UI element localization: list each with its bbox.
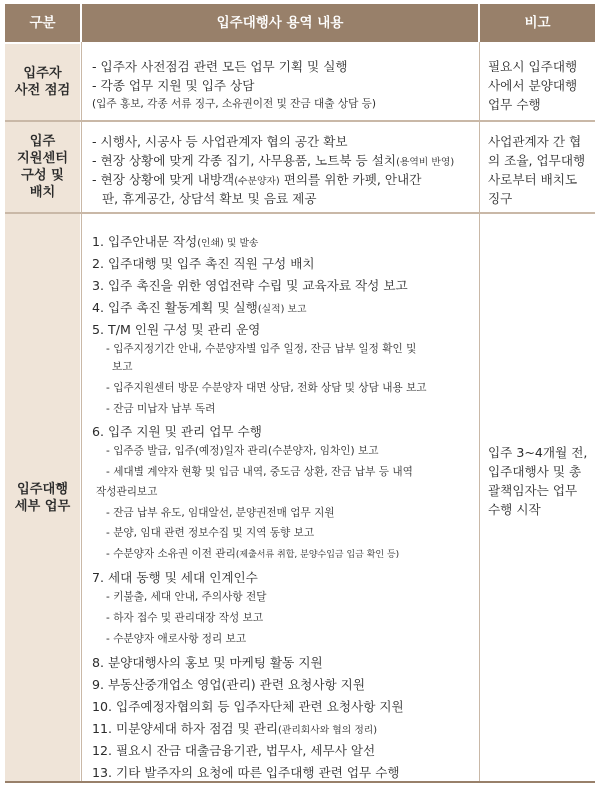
task-item: 12. 필요시 잔금 대출금융기관, 법무사, 세무사 알선: [92, 743, 376, 758]
header-remarks: 비고: [524, 15, 551, 31]
task-item: 1. 입주안내문 작성(인쇄) 및 발송: [92, 234, 259, 249]
content-line: - 각종 업무 지원 및 입주 상담: [92, 78, 255, 93]
category-line: 입주: [29, 134, 56, 149]
task-subitem: - 입주지정기간 안내, 수분양자별 입주 일정, 잔금 납부 일정 확인 및: [106, 343, 417, 355]
task-subitem: - 수분양자 소유권 이전 관리(제출서류 취합, 분양수입금 입금 확인 등): [106, 548, 400, 560]
task-item: 6. 입주 지원 및 관리 업무 수행: [92, 424, 262, 439]
category-support-center: [5, 122, 80, 212]
category-pre-inspection: [5, 44, 80, 120]
content-line: - 현장 상황에 맞게 내방객(수분양자) 편의를 위한 카펫, 안내간: [92, 172, 422, 187]
task-item: 9. 부동산중개업소 영업(관리) 관련 요청사항 지원: [92, 677, 366, 692]
note-line: 괄책임자는 업무: [488, 483, 578, 498]
note-line: 입주대행사 및 총: [488, 464, 582, 479]
task-item: 8. 분양대행사의 홍보 및 마케팅 활동 지원: [92, 655, 323, 670]
note-line: 필요시 입주대행: [488, 59, 578, 74]
task-subitem: - 수분양자 애로사항 정리 보고: [106, 633, 247, 645]
task-item: 5. T/M 인원 구성 및 관리 운영: [92, 322, 261, 337]
task-item: 2. 입주대행 및 입주 촉진 직원 구성 배치: [92, 256, 315, 271]
header-divider: [478, 4, 480, 42]
column-divider: [81, 42, 82, 781]
note-detailed-tasks: [480, 214, 595, 781]
note-support-center: [480, 122, 595, 212]
note-line: 사에서 분양대행: [488, 78, 578, 93]
task-item: 4. 입주 촉진 활동계획 및 실행(실적) 보고: [92, 300, 307, 315]
note-line: 입주 3~4개월 전,: [488, 445, 588, 460]
task-item: 13. 기타 발주자의 요청에 따른 입주대행 관련 업무 수행: [92, 765, 400, 780]
content-detailed-tasks: [82, 214, 478, 781]
task-subitem: - 분양, 임대 관련 정보수집 및 지역 동향 보고: [106, 527, 315, 539]
note-line: 사로부터 배치도: [488, 172, 578, 187]
content-line: - 입주자 사전점검 관련 모든 업무 기획 및 실행: [92, 59, 348, 74]
task-subitem: - 하자 접수 및 관리대장 작성 보고: [106, 612, 264, 624]
category-line: 배치: [29, 185, 56, 200]
column-divider: [479, 42, 480, 781]
task-item: 7. 세대 동행 및 세대 인계인수: [92, 570, 258, 585]
task-subitem: - 입주지원센터 방문 수분양자 대면 상담, 전화 상담 및 상담 내용 보고: [106, 382, 427, 394]
category-line: 입주대행: [17, 481, 68, 497]
task-subitem: - 세대별 계약자 현황 및 입금 내역, 중도금 상환, 잔금 납부 등 내역: [106, 466, 413, 478]
category-line: 입주자: [23, 66, 62, 81]
content-line: (입주 홍보, 각종 서류 징구, 소유권이전 및 잔금 대출 상담 등): [92, 98, 377, 110]
task-item: 10. 입주예정자협의회 등 입주자단체 관련 요청사항 지원: [92, 699, 404, 714]
header-divider: [80, 4, 82, 42]
header-category: 구분: [29, 15, 56, 31]
note-line: 수행 시작: [488, 502, 541, 517]
category-line: 세부 업무: [14, 498, 71, 514]
service-table: [5, 4, 595, 783]
task-subitem: - 키불출, 세대 안내, 주의사항 전달: [106, 591, 267, 603]
task-item: 3. 입주 촉진을 위한 영업전략 수립 및 교육자료 작성 보고: [92, 278, 408, 293]
content-pre-inspection: [82, 44, 478, 120]
note-line: 의 조율, 업무대행: [488, 153, 586, 168]
content-line: - 현장 상황에 맞게 각종 집기, 사무용품, 노트북 등 설치(용역비 반영): [92, 153, 455, 168]
table-header: [5, 4, 595, 42]
content-line: 판, 휴게공간, 상담석 확보 및 음료 제공: [102, 191, 317, 206]
content-support-center: [82, 122, 478, 212]
task-subitem: - 입주증 발급, 입주(예정)일자 관리(수분양자, 임차인) 보고: [106, 445, 379, 457]
note-line: 업무 수행: [488, 97, 541, 112]
content-line: - 시행사, 시공사 등 사업관계자 협의 공간 확보: [92, 134, 348, 149]
note-line: 징구: [488, 191, 513, 206]
task-subitem: - 잔금 미납자 납부 독려: [106, 403, 216, 415]
task-item: 11. 미분양세대 하자 점검 및 관리(관리회사와 협의 정리): [92, 721, 378, 736]
category-line: 사전 점검: [14, 83, 71, 98]
note-line: 사업관계자 간 협: [488, 134, 582, 149]
task-subitem: - 잔금 납부 유도, 임대알선, 분양권전매 업무 지원: [106, 507, 335, 519]
task-subitem: 작성관리보고: [96, 486, 158, 498]
task-subitem: 보고: [112, 361, 133, 373]
category-line: 구성 및: [21, 168, 64, 183]
header-service-content: 입주대행사 용역 내용: [216, 15, 344, 31]
category-line: 지원센터: [17, 151, 68, 166]
category-detailed-tasks: [5, 214, 80, 781]
note-pre-inspection: [480, 44, 595, 120]
